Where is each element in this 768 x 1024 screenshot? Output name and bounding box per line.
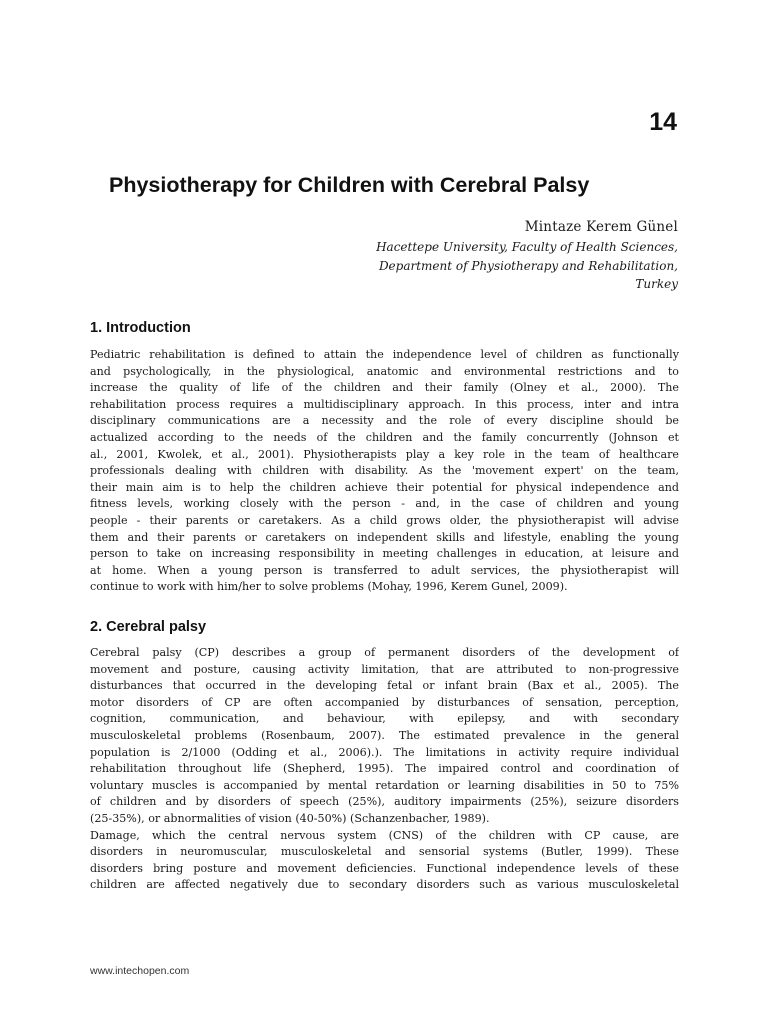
text-line: al., 2001, Kwolek, et al., 2001). Physiotherapists play a key role in the team of healthcare — [90, 447, 679, 461]
paragraph-cerebral-palsy-damage — [90, 828, 679, 894]
text-line: Damage, which the central nervous system (CNS) of the children with CP cause, are — [90, 828, 679, 842]
chapter-number: 14 — [649, 108, 677, 136]
text-line: them and their parents or caretakers on independent skills and lifestyle, enabling the young — [90, 530, 679, 544]
section-heading-cerebral-palsy: 2. Cerebral palsy — [90, 619, 207, 635]
paragraph-cerebral-palsy-definition — [90, 645, 679, 828]
text-line: population is 2/1000 (Odding et al., 2006).). The limitations in activity require individual — [90, 745, 679, 759]
text-line: person to take on increasing responsibility in meeting challenges in education, at leisure and — [90, 547, 679, 561]
section-heading-introduction: 1. Introduction — [90, 320, 191, 336]
text-line: disciplinary communications are a necessity and the role of every discipline should be — [90, 414, 679, 428]
text-line: rehabilitation process requires a multidisciplinary approach. In this process, inter and intra — [90, 397, 679, 411]
text-line: disorders in neuromuscular, musculoskeletal and sensorial systems (Butler, 1999). These — [90, 845, 679, 859]
text-line: motor disorders of CP are often accompanied by disturbances of sensation, perception, — [90, 695, 679, 709]
text-line: rehabilitation throughout life (Shepherd, 1995). The impaired control and coordination of — [90, 762, 679, 776]
text-line: increase the quality of life of the children and their family (Olney et al., 2000). The — [90, 381, 679, 395]
author-affiliation-line: Department of Physiotherapy and Rehabilitation, — [378, 258, 678, 273]
text-line: (25-35%), or abnormalities of vision (40-50%) (Schanzenbacher, 1989). — [90, 811, 490, 825]
text-line: professionals dealing with children with disability. As the 'movement expert' on the team, — [90, 464, 679, 478]
author-affiliation-line: Hacettepe University, Faculty of Health Sciences, — [376, 240, 678, 254]
text-line: people - their parents or caretakers. As a child grows older, the physiotherapist will advise — [90, 513, 679, 527]
text-line: cognition, communication, and behaviour, with epilepsy, and with secondary — [90, 712, 679, 726]
chapter-title: Physiotherapy for Children with Cerebral Palsy — [109, 173, 590, 197]
text-line: of children and by disorders of speech (25%), auditory impairments (25%), seizure disorders — [90, 795, 679, 809]
text-line: movement and posture, causing activity limitation, that are attributed to non-progressive — [90, 662, 679, 676]
text-line: voluntary muscles is accompanied by mental retardation or learning disabilities in 50 to 75% — [90, 778, 679, 792]
text-line: fitness levels, working closely with the person - and, in the case of children and young — [90, 497, 679, 511]
text-line: disorders bring posture and movement deficiencies. Functional independence levels of these — [90, 861, 679, 875]
author-affiliation-line: Turkey — [635, 277, 678, 292]
text-line: and psychologically, in the physiological, anatomic and environmental restrictions and to — [90, 364, 679, 378]
text-line: musculoskeletal problems (Rosenbaum, 2007). The estimated prevalence in the general — [90, 728, 679, 742]
text-line: Pediatric rehabilitation is defined to attain the independence level of children as functionally — [90, 348, 679, 361]
text-line: Cerebral palsy (CP) describes a group of permanent disorders of the development of — [90, 646, 679, 659]
text-line: continue to work with him/her to solve problems (Mohay, 1996, Kerem Gunel, 2009). — [90, 580, 568, 594]
text-line: children are affected negatively due to secondary disorders such as various musculoskeletal — [90, 878, 679, 892]
author-name: Mintaze Kerem Günel — [524, 219, 678, 235]
footer-url: www.intechopen.com — [90, 965, 190, 977]
text-line: disturbances that occurred in the developing fetal or infant brain (Bax et al., 2005). The — [90, 679, 679, 693]
text-line: actualized according to the needs of the children and the family concurrently (Johnson et — [90, 430, 679, 444]
author-block — [258, 216, 678, 294]
text-line: at home. When a young person is transferred to adult services, the physiotherapist will — [90, 563, 679, 577]
paragraph-introduction — [90, 347, 679, 596]
text-line: their main aim is to help the children achieve their potential for physical independence and — [90, 480, 679, 494]
